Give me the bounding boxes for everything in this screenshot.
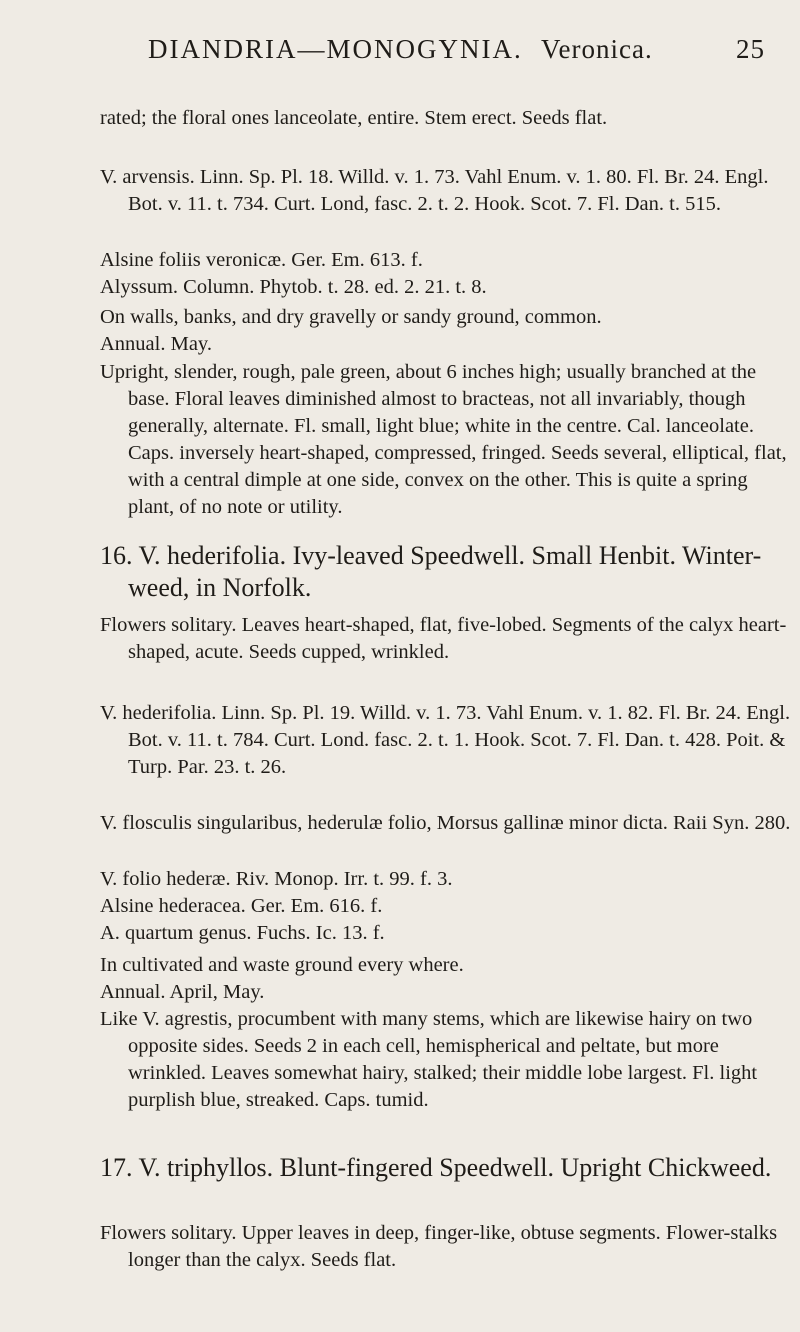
habitat-line: On walls, banks, and dry gravelly or sandy ground, common. (100, 306, 602, 328)
synonym-line: Alsine foliis veronicæ. Ger. Em. 613. f. (100, 249, 423, 271)
synonym-block: V. arvensis. Linn. Sp. Pl. 18. Willd. v. 1. 73. Vahl Enum. v. 1. 80. Fl. Br. 24. Engl. Bot. v. 11. t. 734. Curt. Lond, fasc. 2. t. 2. Hook. Scot. 7. Fl. Dan. t. 515. (100, 166, 769, 215)
diagnosis-block: Flowers solitary. Upper leaves in deep, finger-like, obtuse segments. Flower-stalks longer than the calyx. Seeds flat. (100, 1222, 778, 1271)
description-block: Like V. agrestis, procumbent with many stems, which are likewise hairy on two opposite sides. Seeds 2 in each cell, hemispherical and peltate, but more wrinkled. Leaves somewhat hairy, stalked; their middle lobe largest. Fl. light purplish blue, streaked. Caps. tumid. (100, 1008, 758, 1111)
species-heading: 17. V. triphyllos. Blunt-fingered Speedwell. Upright Chickweed. (100, 1153, 772, 1182)
duration-line: Annual. April, May. (100, 981, 265, 1003)
duration-line: Annual. May. (100, 333, 212, 355)
synonym-line: Alsine hederacea. Ger. Em. 616. f. (100, 895, 383, 917)
species-heading: 16. V. hederifolia. Ivy-leaved Speedwell. Small Henbit. Winter-weed, in Norfolk. (100, 541, 762, 602)
description-block: Upright, slender, rough, pale green, about 6 inches high; usually branched at the base. Floral leaves diminished almost to bracteas, not all invariably, though generally, alternate. Fl. small, light blue; white in the centre. Cal. lanceolate. Caps. inversely heart-shaped, compressed, fringed. Seeds several, elliptical, flat, with a central dimple at one side, convex on the other. This is quite a spring plant, of no note or utility. (100, 361, 787, 518)
synonym-block: V. hederifolia. Linn. Sp. Pl. 19. Willd. v. 1. 73. Vahl Enum. v. 1. 82. Fl. Br. 24. Engl. Bot. v. 11. t. 784. Curt. Lond. fasc. 2. t. 1. Hook. Scot. 7. Fl. Dan. t. 428. Poit. & Turp. Par. 23. t. 26. (100, 702, 791, 778)
synonym-block: V. flosculis singularibus, hederulæ folio, Morsus gallinæ minor dicta. Raii Syn. 280. (100, 812, 791, 834)
text-block: rated; the floral ones lanceolate, entire. Stem erect. Seeds flat. (100, 107, 608, 129)
page-number: 25 (736, 34, 765, 64)
genus-heading: Veronica. (541, 34, 653, 64)
synonym-line: A. quartum genus. Fuchs. Ic. 13. f. (100, 922, 385, 944)
synonym-line: Alyssum. Column. Phytob. t. 28. ed. 2. 21. t. 8. (100, 276, 487, 298)
class-order-heading: DIANDRIA—MONOGYNIA. (148, 34, 523, 64)
diagnosis-block: Flowers solitary. Leaves heart-shaped, flat, five-lobed. Segments of the calyx heart-shaped, acute. Seeds cupped, wrinkled. (100, 614, 787, 663)
habitat-line: In cultivated and waste ground every where. (100, 954, 464, 976)
synonym-line: V. folio hederæ. Riv. Monop. Irr. t. 99. f. 3. (100, 868, 453, 890)
